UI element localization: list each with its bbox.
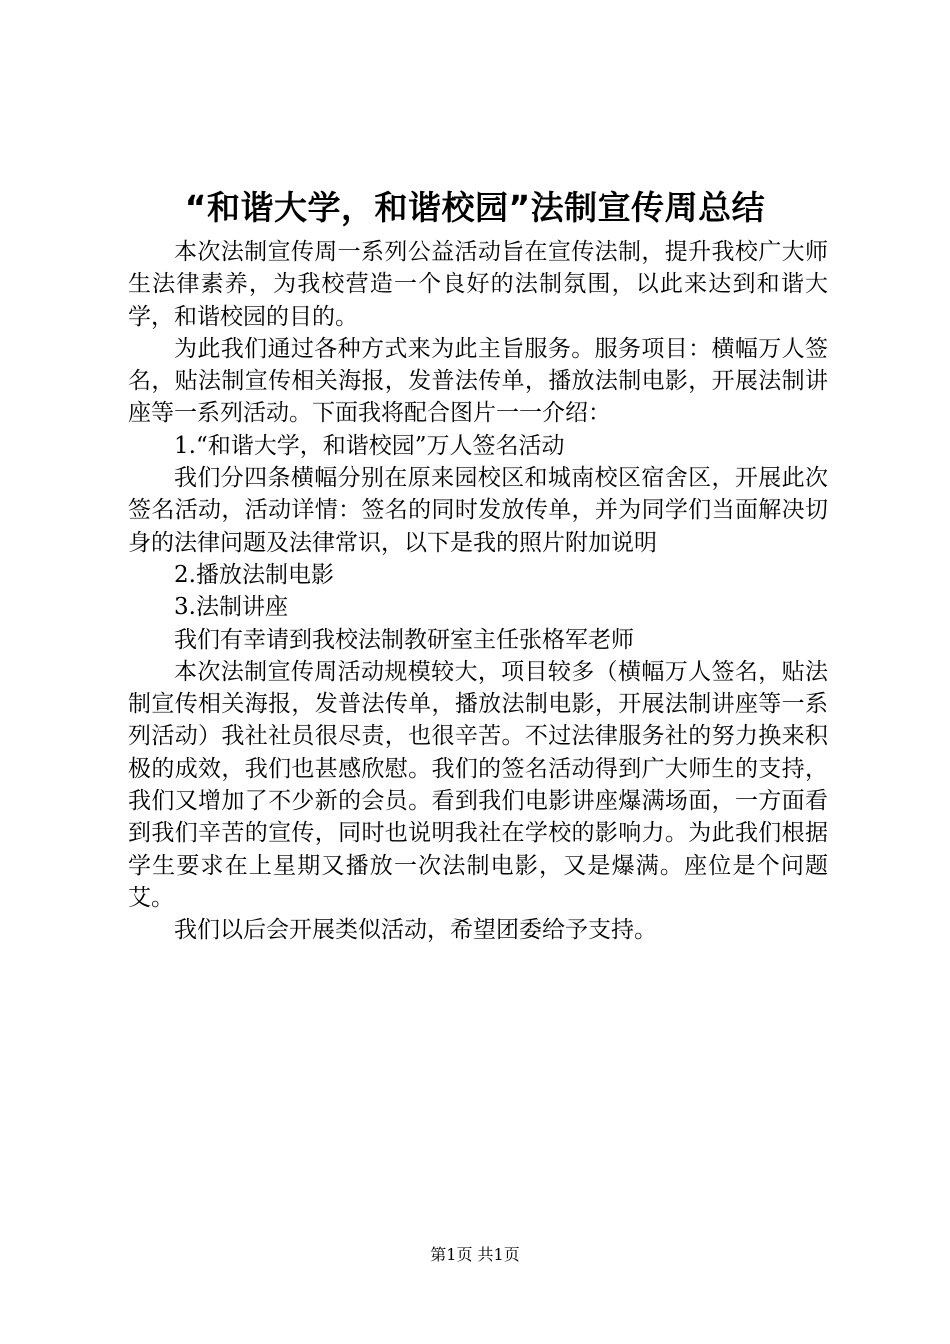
heading-item-3: 3.法制讲座 bbox=[174, 594, 288, 621]
paragraph-closing: 我们以后会开展类似活动，希望团委给予支持。 bbox=[174, 917, 657, 944]
paragraph-services: 为此我们通过各种方式来为此主旨服务。服务项目：横幅万人签名，贴法制宣传相关海报，发普法传单，播放法制电影，开展法制讲座等一系列活动。下面我将配合图片一一介绍： bbox=[128, 335, 828, 427]
page-total: 共1页 bbox=[477, 1245, 520, 1264]
paragraph-lecturer: 我们有幸请到我校法制教研室主任张格军老师 bbox=[174, 626, 634, 653]
paragraph-intro: 本次法制宣传周一系列公益活动旨在宣传法制，提升我校广大师生法律素养，为我校营造一个良好的法制氛围，以此来达到和谐大学，和谐校园的目的。 bbox=[128, 239, 828, 330]
paragraph-signature-activity: 我们分四条横幅分别在原来园校区和城南校区宿舍区，开展此次签名活动，活动详情：签名的同时发放传单，并为同学们当面解决切身的法律问题及法律常识，以下是我的照片附加说明 bbox=[128, 465, 828, 556]
page-number: 第1页 bbox=[430, 1245, 473, 1264]
heading-item-1: 1.“和谐大学，和谐校园”万人签名活动 bbox=[174, 432, 565, 459]
document-body bbox=[128, 236, 828, 947]
document-title: “和谐大学，和谐校园”法制宣传周总结 bbox=[184, 188, 766, 227]
heading-item-2: 2.播放法制电影 bbox=[174, 561, 334, 588]
page-footer bbox=[0, 1244, 950, 1266]
paragraph-summary: 本次法制宣传周活动规模较大，项目较多（横幅万人签名，贴法制宣传相关海报，发普法传单，播放法制电影，开展法制讲座等一系列活动）我社社员很尽责，也很辛苦。不过法律服务社的努力换来积极的成效，我们也甚感欣慰。我们的签名活动得到广大师生的支持，我们又增加了不少新的会员。看到我们电影讲座爆满场面，一方面看到我们辛苦的宣传，同时也说明我社在学校的影响力。为此我们根据学生要求在上星期又播放一次法制电影，又是爆满。座位是个问题艾。 bbox=[128, 658, 828, 911]
